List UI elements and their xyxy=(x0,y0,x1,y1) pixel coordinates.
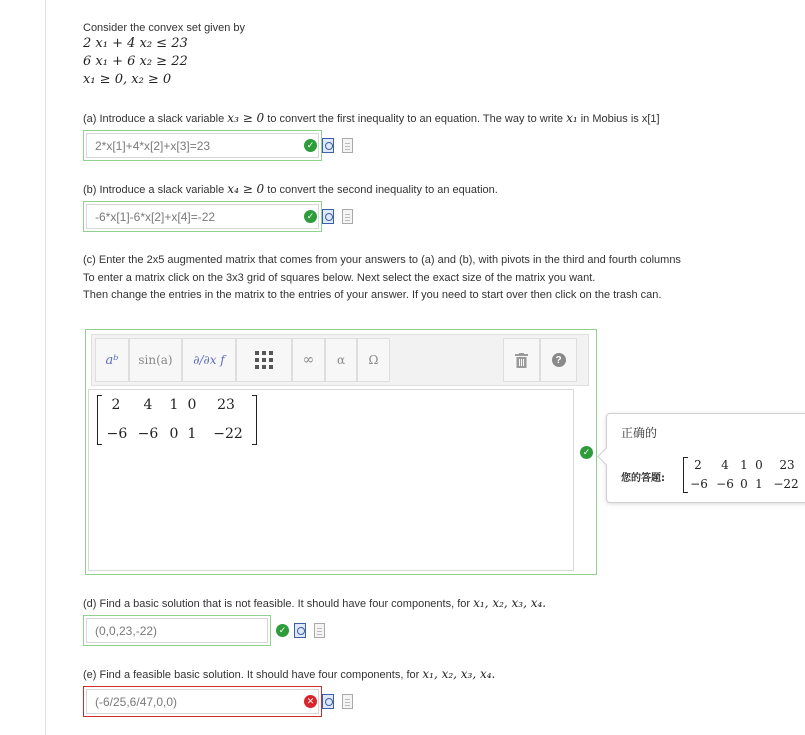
document-icon[interactable] xyxy=(342,209,353,224)
matrix-cell: 2 xyxy=(694,458,702,472)
part-a-math-x1: 𝑥₁ xyxy=(566,111,578,125)
part-c-line-3: Then change the entries in the matrix to the entries of your answer. If you need to start over then click on the trash can. xyxy=(83,289,662,301)
answer-matrix xyxy=(97,393,259,447)
alpha-button[interactable]: α xyxy=(325,338,357,382)
help-button[interactable] xyxy=(540,338,577,382)
feedback-title: 正确的 xyxy=(621,426,658,440)
matrix-cell[interactable]: −22 xyxy=(213,426,243,442)
part-d-answer-input[interactable]: (0,0,23,-22) xyxy=(86,618,268,643)
part-d-answer-wrap xyxy=(83,615,271,646)
intro-text: Consider the convex set given by xyxy=(83,22,246,34)
trash-icon xyxy=(515,353,528,368)
matrix-cell[interactable]: 0 xyxy=(187,397,197,413)
matrix-cell[interactable]: 1 xyxy=(187,426,197,442)
part-a-prompt-pre: (a) Introduce a slack variable xyxy=(83,113,225,125)
matrix-left-bracket xyxy=(97,395,102,445)
help-icon: ? xyxy=(552,353,566,367)
preview-icon[interactable] xyxy=(322,138,334,153)
part-e-answer-input[interactable]: (-6/25,6/47,0,0) xyxy=(86,689,319,714)
part-e-prompt xyxy=(83,667,495,681)
matrix-cell[interactable]: 1 xyxy=(169,397,179,413)
part-b-prompt-pre: (b) Introduce a slack variable xyxy=(83,184,225,196)
editor-toolbar xyxy=(91,334,589,386)
part-e-math-vars: 𝑥₁, 𝑥₂, 𝑥₃, 𝑥₄. xyxy=(422,667,496,681)
part-d-prompt xyxy=(83,596,546,610)
part-d-prompt-text: (d) Find a basic solution that is not feasible. It should have four components, for xyxy=(83,598,471,610)
matrix-cell: 0 xyxy=(755,458,763,472)
part-b-math-slack: 𝑥₄ ≥ 0 xyxy=(227,182,265,196)
preview-icon[interactable] xyxy=(294,623,306,638)
popup-arrow xyxy=(597,447,615,465)
check-icon: ✓ xyxy=(304,210,317,223)
matrix-cell: 1 xyxy=(755,477,763,491)
matrix-cell[interactable]: 2 xyxy=(111,397,121,413)
part-a-prompt-post: in Mobius is x[1] xyxy=(580,113,660,125)
part-a-prompt-mid: to convert the first inequality to an equation. The way to write xyxy=(267,113,564,125)
matrix-cell: −6 xyxy=(716,477,734,491)
matrix-cell[interactable]: 0 xyxy=(169,426,179,442)
part-b-prompt xyxy=(83,182,498,196)
preview-icon[interactable] xyxy=(322,209,334,224)
trash-button[interactable] xyxy=(503,338,540,382)
matrix-cell[interactable]: 23 xyxy=(217,397,235,413)
matrix-right-bracket xyxy=(252,395,257,445)
part-e-prompt-text: (e) Find a feasible basic solution. It should have four components, for xyxy=(83,669,420,681)
math-editor xyxy=(85,329,597,575)
superscript-button[interactable]: aᵇ xyxy=(95,338,129,382)
part-a-answer-input[interactable]: 2*x[1]+4*x[2]+x[3]=23 xyxy=(86,133,319,158)
infinity-button[interactable]: ∞ xyxy=(292,338,325,382)
matrix-cell[interactable]: −6 xyxy=(106,426,128,442)
matrix-cell: −6 xyxy=(690,477,708,491)
x-icon: ✕ xyxy=(304,695,317,708)
matrix-cell: 0 xyxy=(740,477,748,491)
derivative-button[interactable]: ∂/∂x f xyxy=(182,338,236,382)
constraint-2: 6 𝑥₁ + 6 𝑥₂ ≥ 22 xyxy=(83,54,188,69)
constraint-3: 𝑥₁ ≥ 0, 𝑥₂ ≥ 0 xyxy=(83,72,172,87)
check-icon: ✓ xyxy=(304,139,317,152)
function-button[interactable]: sin(a) xyxy=(129,338,182,382)
matrix-button[interactable] xyxy=(236,338,292,382)
matrix-cell[interactable]: 4 xyxy=(143,397,153,413)
document-icon[interactable] xyxy=(314,623,325,638)
check-icon: ✓ xyxy=(276,624,289,637)
matrix-cell: 4 xyxy=(721,458,729,472)
part-c-line-1: (c) Enter the 2x5 augmented matrix that comes from your answers to (a) and (b), with pivots in the third and fourth columns xyxy=(83,254,681,266)
part-a-answer-wrap xyxy=(83,130,322,161)
feedback-your-answer-label: 您的答题: xyxy=(621,473,665,484)
part-c-line-2: To enter a matrix click on the 3x3 grid of squares below. Next select the exact size of the matrix you want. xyxy=(83,272,596,284)
feedback-popup xyxy=(606,413,805,503)
part-a-prompt xyxy=(83,111,660,125)
document-icon[interactable] xyxy=(342,138,353,153)
matrix-cell: −22 xyxy=(773,477,799,491)
page-left-border xyxy=(45,0,46,735)
part-b-answer-wrap xyxy=(83,201,322,232)
feedback-matrix xyxy=(683,456,805,496)
matrix-cell[interactable]: −6 xyxy=(137,426,159,442)
part-b-prompt-post: to convert the second inequality to an equation. xyxy=(267,184,498,196)
part-d-math-vars: 𝑥₁, 𝑥₂, 𝑥₃, 𝑥₄. xyxy=(473,596,547,610)
matrix-cell: 1 xyxy=(740,458,748,472)
omega-button[interactable]: Ω xyxy=(357,338,390,382)
matrix-grid-icon xyxy=(253,349,275,371)
math-input-area[interactable] xyxy=(88,389,574,571)
check-icon: ✓ xyxy=(580,446,593,459)
constraint-1: 2 𝑥₁ + 4 𝑥₂ ≤ 23 xyxy=(83,36,188,51)
part-b-answer-input[interactable]: -6*x[1]-6*x[2]+x[4]=-22 xyxy=(86,204,319,229)
document-icon[interactable] xyxy=(342,694,353,709)
part-e-answer-wrap xyxy=(83,686,322,717)
part-a-math-slack: 𝑥₃ ≥ 0 xyxy=(227,111,265,125)
matrix-cell: 23 xyxy=(779,458,795,472)
preview-icon[interactable] xyxy=(322,694,334,709)
